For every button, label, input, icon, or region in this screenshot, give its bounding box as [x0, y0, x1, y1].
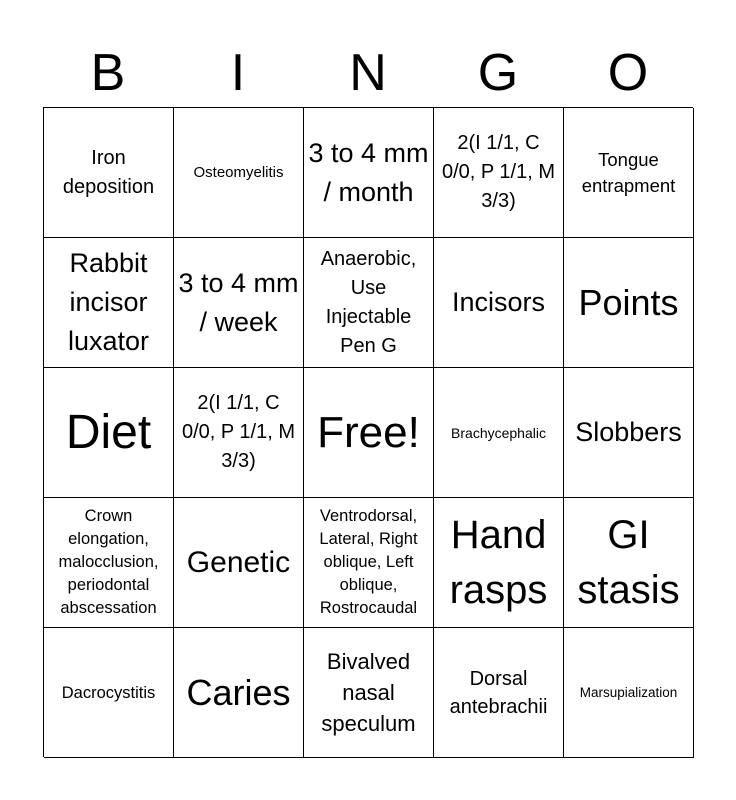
- bingo-cell[interactable]: [304, 368, 434, 498]
- cell-text: Brachycephalic: [451, 424, 546, 441]
- cell-text: Crown elongation, malocclusion, periodontal abscessation: [58, 507, 159, 617]
- bingo-cell[interactable]: [434, 498, 564, 628]
- cell-text: Genetic: [186, 546, 291, 579]
- header-letter-o: O: [607, 44, 649, 102]
- cell-text: Hand rasps: [449, 512, 548, 612]
- bingo-cell[interactable]: [174, 498, 304, 628]
- bingo-cell[interactable]: [174, 368, 304, 498]
- cell-text: Tongue entrapment: [581, 148, 676, 196]
- bingo-cell[interactable]: [44, 498, 174, 628]
- cell-text: 2(I 1/1, C 0/0, P 1/1, M 3/3): [441, 132, 556, 212]
- bingo-cell[interactable]: [304, 108, 434, 238]
- cell-text: Dacrocystitis: [61, 683, 156, 702]
- bingo-cell[interactable]: [44, 238, 174, 368]
- bingo-header: [43, 38, 693, 108]
- cell-text: Points: [578, 282, 679, 323]
- header-letter-g: G: [477, 44, 519, 102]
- bingo-cell[interactable]: [174, 108, 304, 238]
- bingo-cell[interactable]: [44, 628, 174, 758]
- cell-text: Ventrodorsal, Lateral, Right oblique, Left oblique, Rostrocaudal: [319, 507, 418, 617]
- bingo-card-grid: [43, 107, 693, 757]
- header-letter-i: I: [230, 44, 246, 102]
- bingo-cell[interactable]: [174, 628, 304, 758]
- cell-text: Caries: [186, 672, 291, 713]
- bingo-cell[interactable]: [174, 238, 304, 368]
- bingo-cell[interactable]: [564, 498, 694, 628]
- bingo-cell[interactable]: [434, 628, 564, 758]
- cell-text: Rabbit incisor luxator: [67, 248, 150, 356]
- bingo-cell[interactable]: [44, 108, 174, 238]
- cell-text: 3 to 4 mm / week: [178, 267, 299, 337]
- bingo-cell[interactable]: [564, 238, 694, 368]
- bingo-cell[interactable]: [304, 498, 434, 628]
- cell-text: Slobbers: [575, 417, 682, 447]
- cell-text: GI stasis: [577, 512, 680, 612]
- bingo-cell[interactable]: [304, 628, 434, 758]
- cell-text: Dorsal antebrachii: [449, 667, 548, 718]
- cell-text: Anaerobic, Use Injectable Pen G: [320, 247, 417, 357]
- cell-text: Incisors: [451, 287, 546, 317]
- bingo-cell[interactable]: [564, 628, 694, 758]
- cell-text: Marsupialization: [579, 684, 678, 700]
- bingo-cell[interactable]: [434, 238, 564, 368]
- header-letter-b: B: [90, 44, 126, 102]
- bingo-cell[interactable]: [564, 368, 694, 498]
- cell-text: 3 to 4 mm / month: [308, 137, 429, 207]
- bingo-cell[interactable]: [304, 238, 434, 368]
- bingo-cell[interactable]: [564, 108, 694, 238]
- cell-text: Free!: [317, 408, 420, 457]
- bingo-cell[interactable]: [434, 368, 564, 498]
- cell-text: Iron deposition: [62, 146, 155, 198]
- bingo-cell[interactable]: [44, 368, 174, 498]
- cell-text: Bivalved nasal speculum: [321, 649, 416, 736]
- cell-text: 2(I 1/1, C 0/0, P 1/1, M 3/3): [181, 392, 296, 472]
- bingo-cell[interactable]: [434, 108, 564, 238]
- cell-text: Diet: [65, 406, 152, 459]
- cell-text: Osteomyelitis: [193, 163, 284, 181]
- header-letter-n: N: [349, 44, 387, 102]
